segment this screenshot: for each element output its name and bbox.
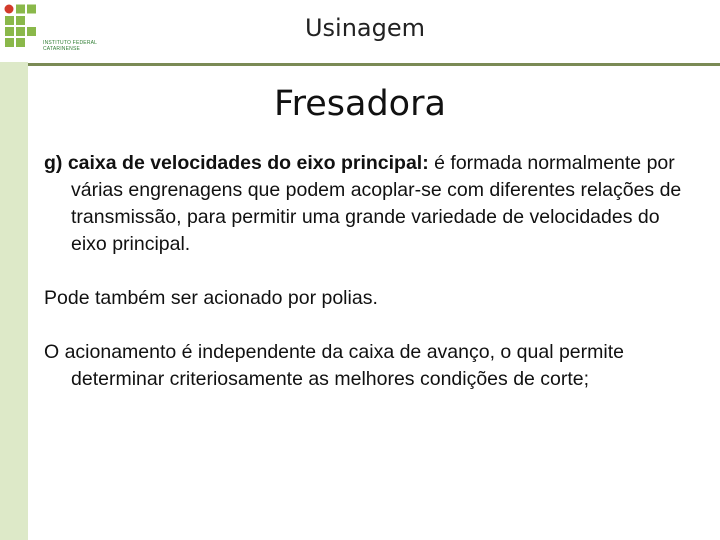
paragraph-lead: g) caixa de velocidades do eixo principal: [44,152,429,174]
paragraph-pulleys [44,285,684,312]
header-divider [28,63,720,66]
paragraph-text: Pode também ser acionado por polias. [44,287,378,309]
paragraph-text: é formada normalmente por várias engrenagens que podem acoplar-se com diferentes relações de transmissão, para permitir uma grande variedade de velocidades do eixo principal. [71,152,682,255]
slide-body [44,150,684,393]
logo-line-1: INSTITUTO FEDERAL [43,40,98,46]
side-accent-bar [0,62,28,540]
paragraph-gearbox [44,150,684,258]
header-title: Usinagem [304,14,426,42]
slide-title: Fresadora [274,84,446,124]
paragraph-text: O acionamento é independente da caixa de avanço, o qual permite determinar criteriosamente as melhores condições de corte; [44,341,624,390]
paragraph-drive [44,339,684,393]
logo-line-2: CATARINENSE [43,46,81,52]
